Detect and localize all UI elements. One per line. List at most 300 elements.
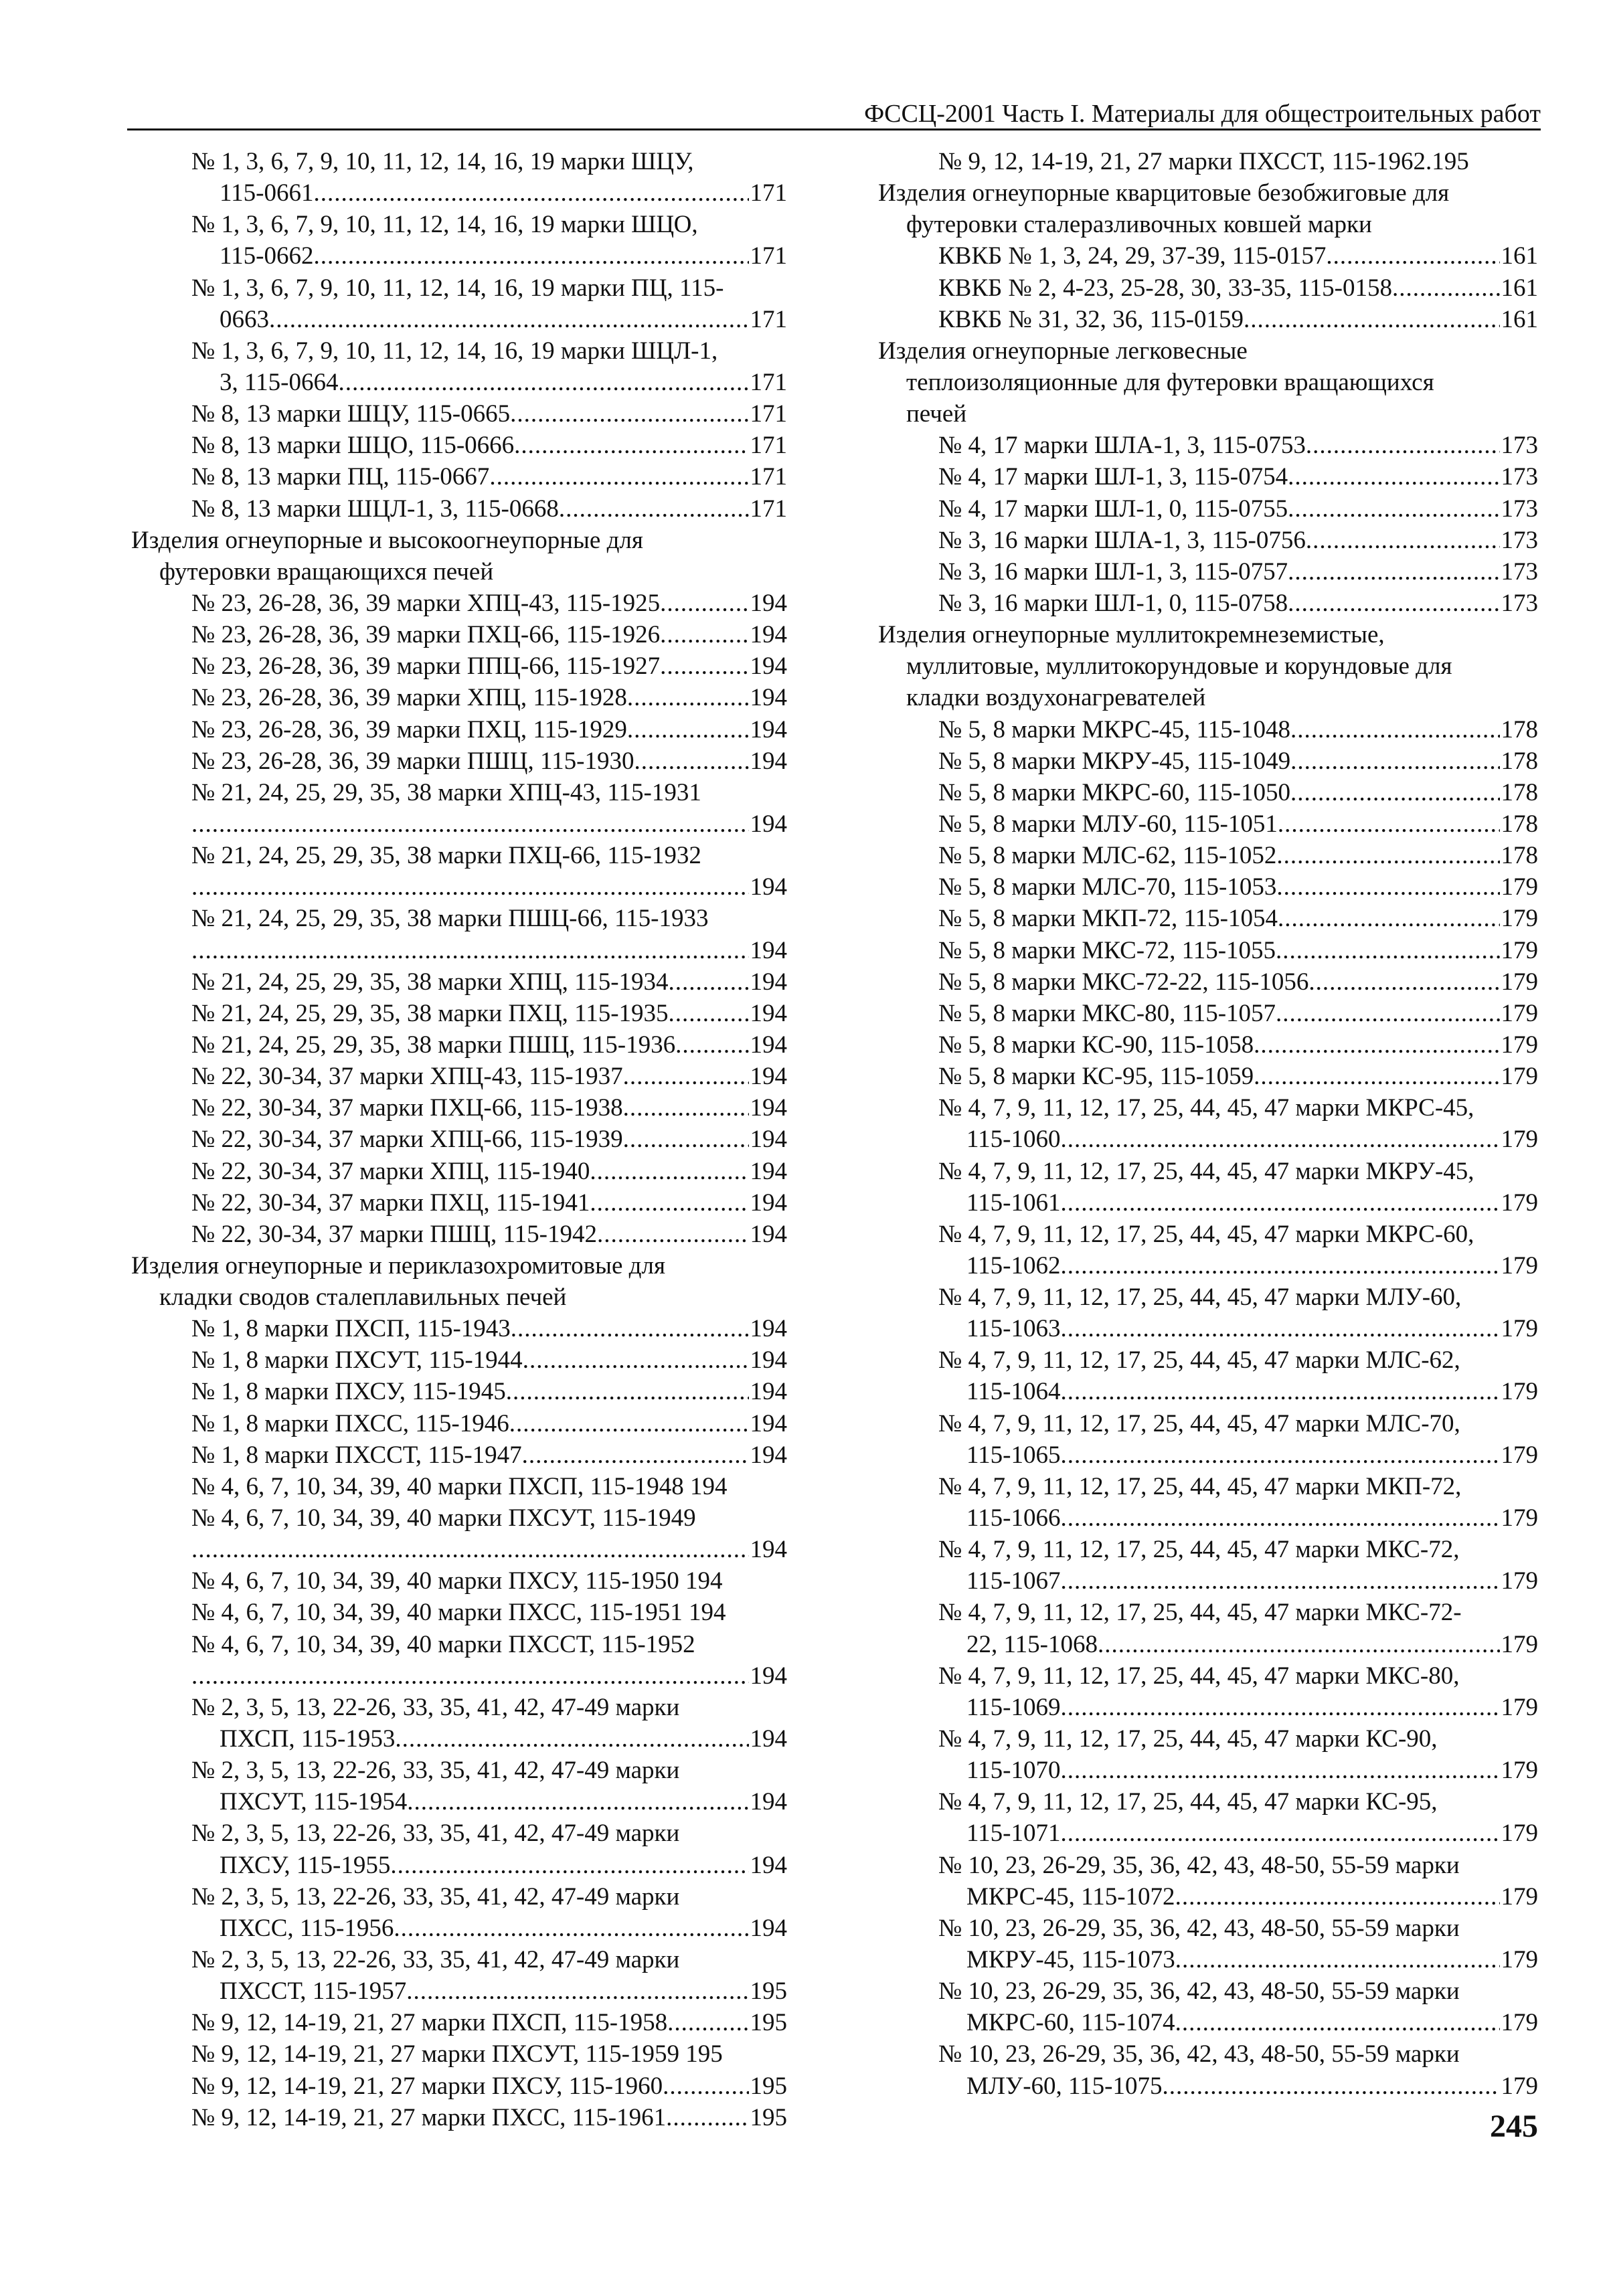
entry-page: 179 <box>1501 1820 1538 1848</box>
entry-text: 22, 115-1068 <box>966 1630 1098 1658</box>
entry-text: № 23, 26-28, 36, 39 марки ПХЦ-66, 115-1926 <box>191 621 661 649</box>
index-entry: № 9, 12, 14-19, 21, 27 марки ПХССТ, 115-1962.195 <box>938 148 1469 175</box>
index-entry <box>878 1818 1538 1849</box>
index-entry <box>131 1187 787 1219</box>
entry-text: № 23, 26-28, 36, 39 марки ХПЦ, 115-1928 <box>191 684 627 712</box>
index-entry: № 4, 7, 9, 11, 12, 17, 25, 44, 45, 47 марки МЛС-62, <box>938 1346 1460 1375</box>
index-entry: № 1, 3, 6, 7, 9, 10, 11, 12, 14, 16, 19 марки ШЦУ, <box>191 148 694 175</box>
entry-text: 115-1069 <box>966 1693 1061 1721</box>
leader-dots <box>1276 935 1499 966</box>
entry-text: № 1, 8 марки ПХСУ, 115-1945 <box>191 1378 506 1406</box>
leader-dots <box>627 714 749 745</box>
entry-text: КВКБ № 1, 3, 24, 29, 37-39, 115-0157 <box>938 242 1327 270</box>
index-entry <box>878 1187 1538 1219</box>
leader-dots <box>1060 1502 1499 1534</box>
index-entry: № 4, 7, 9, 11, 12, 17, 25, 44, 45, 47 марки МКС-72- <box>938 1599 1462 1627</box>
index-entry <box>878 966 1538 998</box>
entry-text: 115-1060 <box>966 1126 1061 1154</box>
index-entry: № 4, 6, 7, 10, 34, 39, 40 марки ПХСУТ, 115-1949 <box>191 1504 696 1532</box>
index-entry: № 4, 7, 9, 11, 12, 17, 25, 44, 45, 47 марки КС-90, <box>938 1725 1438 1753</box>
leader-dots <box>1308 966 1499 998</box>
leader-dots <box>407 1786 748 1818</box>
entry-page: 171 <box>750 463 787 491</box>
index-column-left <box>131 146 787 2133</box>
entry-text: № 5, 8 марки МЛУ-60, 115-1051 <box>938 810 1278 838</box>
index-entry <box>131 1975 787 2007</box>
entry-text: 0663 <box>220 305 269 333</box>
entry-text: № 9, 12, 14-19, 21, 27 марки ПХСС, 115-1961 <box>191 2103 667 2131</box>
entry-page: 178 <box>1501 842 1538 870</box>
index-entry: № 21, 24, 25, 29, 35, 38 марки ПХЦ-66, 115-1932 <box>191 842 701 870</box>
entry-text: № 1, 8 марки ПХСП, 115-1943 <box>191 1315 511 1343</box>
index-entry <box>131 2070 787 2102</box>
leader-dots <box>511 1313 749 1344</box>
entry-text: 115-1062 <box>966 1251 1061 1279</box>
entry-text: № 22, 30-34, 37 марки ПХЦ, 115-1941 <box>191 1188 590 1217</box>
entry-page: 173 <box>1501 557 1538 586</box>
entry-text: № 5, 8 марки МКРУ-45, 115-1049 <box>938 747 1291 775</box>
page-number: 245 <box>1490 2109 1538 2144</box>
leader-dots <box>191 935 749 966</box>
entry-text: 3, 115-0664 <box>220 368 339 396</box>
leader-dots <box>1162 2070 1499 2102</box>
index-entry: № 4, 6, 7, 10, 34, 39, 40 марки ПХСС, 115-1951 194 <box>191 1599 726 1627</box>
index-entry: № 4, 7, 9, 11, 12, 17, 25, 44, 45, 47 марки МКС-72, <box>938 1536 1460 1564</box>
entry-text: № 23, 26-28, 36, 39 марки ПШЦ, 115-1930 <box>191 747 634 775</box>
entry-page: 194 <box>750 968 787 996</box>
index-entry <box>131 367 787 398</box>
index-entry <box>131 1156 787 1187</box>
entry-text: № 4, 17 марки ШЛ-1, 0, 115-0755 <box>938 495 1288 523</box>
leader-dots <box>390 1850 748 1881</box>
index-entry <box>878 525 1538 556</box>
leader-dots <box>1278 903 1500 934</box>
leader-dots <box>597 1219 749 1250</box>
entry-page: 179 <box>1501 1126 1538 1154</box>
leader-dots <box>1060 1565 1499 1597</box>
entry-page: 194 <box>750 1063 787 1091</box>
leader-dots <box>1290 745 1499 777</box>
entry-text: № 9, 12, 14-19, 21, 27 марки ПХСУ, 115-1960 <box>191 2072 663 2100</box>
entry-text: № 5, 8 марки МЛС-70, 115-1053 <box>938 873 1277 901</box>
index-entry: № 1, 3, 6, 7, 9, 10, 11, 12, 14, 16, 19 марки ШЦЛ-1, <box>191 337 718 365</box>
entry-page: 194 <box>750 1315 787 1343</box>
entry-page: 179 <box>1501 1378 1538 1406</box>
leader-dots <box>1306 525 1500 556</box>
leader-dots <box>395 1723 748 1755</box>
leader-dots <box>1098 1629 1500 1660</box>
leader-dots <box>627 682 749 713</box>
index-entry <box>131 1723 787 1755</box>
index-entry: № 1, 3, 6, 7, 9, 10, 11, 12, 14, 16, 19 марки ПЦ, 115- <box>191 274 724 302</box>
entry-text: КВКБ № 31, 32, 36, 115-0159 <box>938 305 1244 333</box>
entry-page: 179 <box>1501 1567 1538 1595</box>
index-entry <box>131 808 787 840</box>
entry-text: ПХСП, 115-1953 <box>220 1725 396 1753</box>
entry-text: 115-1070 <box>966 1757 1061 1785</box>
leader-dots <box>191 1534 749 1565</box>
entry-page: 194 <box>750 1725 787 1753</box>
leader-dots <box>675 1029 748 1061</box>
entry-text: № 9, 12, 14-19, 21, 27 марки ПХСП, 115-1958 <box>191 2009 668 2037</box>
entry-page: 194 <box>750 1188 787 1217</box>
leader-dots <box>669 998 749 1029</box>
index-entry <box>878 935 1538 966</box>
leader-dots <box>660 619 748 650</box>
index-entry <box>878 272 1538 304</box>
leader-dots <box>667 2007 748 2038</box>
entry-page: 171 <box>750 305 787 333</box>
leader-dots <box>269 304 749 335</box>
entry-text: № 4, 17 марки ШЛ-1, 3, 115-0754 <box>938 463 1288 491</box>
index-entry <box>878 1376 1538 1407</box>
index-entry <box>131 1061 787 1092</box>
entry-text: № 5, 8 марки МКС-72-22, 115-1056 <box>938 968 1309 996</box>
leader-dots <box>1060 1755 1499 1786</box>
entry-text: 115-1071 <box>966 1820 1061 1848</box>
entry-page: 195 <box>750 2009 787 2037</box>
entry-page: 171 <box>750 242 787 270</box>
leader-dots <box>1276 840 1499 871</box>
entry-page: 179 <box>1501 1630 1538 1658</box>
leader-dots <box>1060 1313 1499 1344</box>
index-entry <box>878 1124 1538 1155</box>
entry-page: 171 <box>750 179 787 207</box>
entry-text: № 5, 8 марки МКРС-60, 115-1050 <box>938 778 1290 806</box>
leader-dots <box>1326 240 1499 272</box>
entry-text: № 23, 26-28, 36, 39 марки ППЦ-66, 115-1927 <box>191 652 661 681</box>
leader-dots <box>1060 1124 1499 1155</box>
index-entry: № 4, 6, 7, 10, 34, 39, 40 марки ПХСП, 115-1948 194 <box>191 1472 728 1500</box>
leader-dots <box>1278 808 1500 840</box>
entry-text: № 21, 24, 25, 29, 35, 38 марки ПХЦ, 115-1935 <box>191 999 669 1027</box>
entry-text: МКРС-45, 115-1072 <box>966 1882 1175 1911</box>
leader-dots <box>1276 871 1499 903</box>
entry-page: 179 <box>1501 1063 1538 1091</box>
index-entry <box>131 1313 787 1344</box>
entry-text: № 22, 30-34, 37 марки ПШЦ, 115-1942 <box>191 1220 597 1248</box>
leader-dots <box>1254 1029 1499 1061</box>
index-entry <box>131 935 787 966</box>
entry-text: 115-1063 <box>966 1315 1061 1343</box>
leader-dots <box>1290 777 1500 808</box>
leader-dots <box>523 1344 749 1376</box>
entry-page: 161 <box>1501 242 1538 270</box>
entry-page: 173 <box>1501 495 1538 523</box>
leader-dots <box>666 2102 748 2133</box>
entry-page: 173 <box>1501 526 1538 554</box>
index-entry <box>878 903 1538 934</box>
leader-dots <box>313 240 748 272</box>
entry-page: 179 <box>1501 968 1538 996</box>
entry-text: МЛУ-60, 115-1075 <box>966 2072 1163 2100</box>
entry-text: № 5, 8 марки МКС-80, 115-1057 <box>938 999 1276 1027</box>
entry-page: 173 <box>1501 432 1538 460</box>
index-entry: № 21, 24, 25, 29, 35, 38 марки ХПЦ-43, 115-1931 <box>191 778 701 806</box>
index-entry <box>131 871 787 903</box>
leader-dots <box>1175 1881 1500 1913</box>
index-entry: № 10, 23, 26-29, 35, 36, 42, 43, 48-50, 55-59 марки <box>938 1914 1460 1942</box>
entry-page: 195 <box>750 2072 787 2100</box>
entry-text: № 21, 24, 25, 29, 35, 38 марки ПШЦ, 115-1936 <box>191 1031 676 1059</box>
index-entry <box>878 588 1538 619</box>
index-entry <box>131 2007 787 2038</box>
leader-dots <box>623 1092 749 1124</box>
index-heading-line: кладки воздухонагревателей <box>906 684 1206 712</box>
index-entry <box>131 619 787 650</box>
leader-dots <box>590 1156 748 1187</box>
entry-text: ПХССТ, 115-1957 <box>220 1977 407 2006</box>
entry-text: 115-0662 <box>220 242 314 270</box>
index-column-right <box>878 146 1538 2102</box>
index-entry <box>878 1881 1538 1913</box>
index-entry <box>131 1408 787 1439</box>
index-heading-line: Изделия огнеупорные и периклазохромитовые для <box>131 1251 665 1279</box>
entry-text: № 5, 8 марки МКС-72, 115-1055 <box>938 936 1276 964</box>
index-entry <box>131 745 787 777</box>
entry-page: 178 <box>1501 778 1538 806</box>
entry-text: № 21, 24, 25, 29, 35, 38 марки ХПЦ, 115-1934 <box>191 968 669 996</box>
index-entry <box>131 1029 787 1061</box>
index-entry <box>878 1029 1538 1061</box>
entry-text: № 5, 8 марки КС-95, 115-1059 <box>938 1063 1254 1091</box>
index-entry: № 4, 7, 9, 11, 12, 17, 25, 44, 45, 47 марки МЛУ-60, <box>938 1284 1462 1312</box>
leader-dots <box>660 588 748 619</box>
index-heading-line: муллитовые, муллитокорундовые и корундовые для <box>906 652 1452 681</box>
entry-page: 179 <box>1501 873 1538 901</box>
index-entry: № 2, 3, 5, 13, 22-26, 33, 35, 41, 42, 47-49 марки <box>191 1820 680 1848</box>
entry-page: 195 <box>750 2103 787 2131</box>
entry-page: 161 <box>1501 274 1538 302</box>
leader-dots <box>669 966 749 998</box>
index-entry <box>878 430 1538 461</box>
leader-dots <box>522 1439 749 1471</box>
entry-page: 194 <box>750 1094 787 1122</box>
index-entry <box>131 1913 787 1944</box>
entry-text: 115-1064 <box>966 1378 1061 1406</box>
entry-text: № 5, 8 марки КС-90, 115-1058 <box>938 1031 1254 1059</box>
leader-dots <box>1392 272 1500 304</box>
entry-text: № 8, 13 марки ШЦО, 115-0666 <box>191 432 515 460</box>
entry-text: № 1, 8 марки ПХСС, 115-1946 <box>191 1409 509 1437</box>
entry-page: 179 <box>1501 1188 1538 1217</box>
index-heading-line: футеровки вращающихся печей <box>159 557 494 586</box>
index-entry <box>878 240 1538 272</box>
leader-dots <box>1060 1187 1499 1219</box>
entry-page: 179 <box>1501 1031 1538 1059</box>
index-entry <box>878 493 1538 525</box>
entry-page: 171 <box>750 432 787 460</box>
index-entry <box>878 1944 1538 1975</box>
entry-page: 194 <box>750 652 787 681</box>
entry-page: 171 <box>750 400 787 428</box>
entry-text: № 23, 26-28, 36, 39 марки ПХЦ, 115-1929 <box>191 715 627 743</box>
entry-page: 194 <box>750 1914 787 1942</box>
index-entry <box>131 1786 787 1818</box>
index-entry: № 4, 7, 9, 11, 12, 17, 25, 44, 45, 47 марки МКРУ-45, <box>938 1157 1474 1185</box>
index-heading-line: футеровки сталеразливочных ковшей марки <box>906 211 1372 239</box>
index-entry <box>131 1534 787 1565</box>
index-entry <box>131 998 787 1029</box>
entry-text: № 23, 26-28, 36, 39 марки ХПЦ-43, 115-1925 <box>191 589 661 617</box>
leader-dots <box>506 1376 749 1407</box>
entry-page: 194 <box>750 1157 787 1185</box>
entry-page: 194 <box>750 1441 787 1469</box>
index-heading-line: Изделия огнеупорные легковесные <box>878 337 1248 365</box>
entry-text: № 5, 8 марки МКП-72, 115-1054 <box>938 905 1278 933</box>
index-entry <box>878 714 1538 745</box>
index-entry: № 9, 12, 14-19, 21, 27 марки ПХСУТ, 115-1959 195 <box>191 2040 723 2068</box>
index-entry <box>131 650 787 682</box>
index-entry <box>878 2007 1538 2038</box>
leader-dots <box>191 808 749 840</box>
entry-page: 171 <box>750 368 787 396</box>
leader-dots <box>1060 1818 1499 1849</box>
entry-text: № 3, 16 марки ШЛА-1, 3, 115-0756 <box>938 526 1306 554</box>
entry-page: 179 <box>1501 999 1538 1027</box>
entry-text: 115-1067 <box>966 1567 1061 1595</box>
leader-dots <box>623 1061 749 1092</box>
entry-text: 115-1066 <box>966 1504 1061 1532</box>
index-entry <box>878 1502 1538 1534</box>
leader-dots <box>406 1975 748 2007</box>
index-entry <box>878 1565 1538 1597</box>
entry-page: 179 <box>1501 1251 1538 1279</box>
index-entry: № 4, 7, 9, 11, 12, 17, 25, 44, 45, 47 марки МКРС-60, <box>938 1220 1474 1248</box>
index-entry <box>131 493 787 525</box>
leader-dots <box>634 745 748 777</box>
index-entry: № 4, 7, 9, 11, 12, 17, 25, 44, 45, 47 марки МКРС-45, <box>938 1094 1474 1122</box>
entry-text: № 22, 30-34, 37 марки ХПЦ, 115-1940 <box>191 1157 590 1185</box>
entry-text: № 8, 13 марки ПЦ, 115-0667 <box>191 463 490 491</box>
index-entry <box>131 1124 787 1155</box>
entry-text: ПХСУ, 115-1955 <box>220 1851 391 1879</box>
index-entry <box>878 1692 1538 1723</box>
leader-dots <box>514 430 748 461</box>
leader-dots <box>1288 493 1499 525</box>
index-entry <box>131 714 787 745</box>
leader-dots <box>1306 430 1500 461</box>
entry-page: 194 <box>750 1662 787 1690</box>
index-entry <box>878 1061 1538 1092</box>
index-entry <box>131 398 787 430</box>
entry-page: 194 <box>750 1851 787 1879</box>
entry-page: 173 <box>1501 463 1538 491</box>
index-entry <box>878 1439 1538 1471</box>
entry-text: № 22, 30-34, 37 марки ХПЦ-66, 115-1939 <box>191 1126 623 1154</box>
index-entry <box>878 777 1538 808</box>
index-entry <box>878 998 1538 1029</box>
index-entry <box>131 461 787 493</box>
entry-text: № 8, 13 марки ШЦЛ-1, 3, 115-0668 <box>191 495 559 523</box>
entry-text: 115-0661 <box>220 179 314 207</box>
leader-dots <box>1276 998 1499 1029</box>
index-heading-line: печей <box>906 400 967 428</box>
index-entry <box>131 1439 787 1471</box>
index-entry <box>878 1250 1538 1282</box>
entry-text: № 22, 30-34, 37 марки ХПЦ-43, 115-1937 <box>191 1063 623 1091</box>
entry-page: 195 <box>750 1977 787 2006</box>
index-entry: № 1, 3, 6, 7, 9, 10, 11, 12, 14, 16, 19 марки ШЦО, <box>191 211 698 239</box>
index-entry: № 2, 3, 5, 13, 22-26, 33, 35, 41, 42, 47-49 марки <box>191 1757 680 1785</box>
entry-text: ПХСУТ, 115-1954 <box>220 1788 408 1816</box>
index-entry: № 2, 3, 5, 13, 22-26, 33, 35, 41, 42, 47-49 марки <box>191 1693 680 1721</box>
entry-page: 194 <box>750 1220 787 1248</box>
entry-page: 179 <box>1501 2009 1538 2037</box>
entry-text: № 3, 16 марки ШЛ-1, 3, 115-0757 <box>938 557 1288 586</box>
leader-dots <box>1175 2007 1500 2038</box>
leader-dots <box>590 1187 748 1219</box>
index-entry: № 2, 3, 5, 13, 22-26, 33, 35, 41, 42, 47-49 марки <box>191 1882 680 1911</box>
leader-dots <box>1060 1250 1499 1282</box>
entry-text: № 1, 8 марки ПХСУТ, 115-1944 <box>191 1346 523 1375</box>
index-entry <box>131 966 787 998</box>
entry-page: 194 <box>750 1031 787 1059</box>
entry-page: 194 <box>750 1536 787 1564</box>
entry-page: 179 <box>1501 905 1538 933</box>
entry-page: 194 <box>750 589 787 617</box>
index-entry <box>131 588 787 619</box>
leader-dots <box>1288 588 1499 619</box>
entry-page: 179 <box>1501 1693 1538 1721</box>
index-entry <box>878 808 1538 840</box>
entry-page: 179 <box>1501 1882 1538 1911</box>
index-heading-line: Изделия огнеупорные кварцитовые безобжиговые для <box>878 179 1450 207</box>
index-entry: № 4, 6, 7, 10, 34, 39, 40 марки ПХССТ, 115-1952 <box>191 1630 695 1658</box>
leader-dots <box>1060 1692 1499 1723</box>
index-entry <box>131 430 787 461</box>
index-entry <box>131 304 787 335</box>
index-entry: № 10, 23, 26-29, 35, 36, 42, 43, 48-50, 55-59 марки <box>938 1851 1460 1879</box>
index-entry: № 4, 7, 9, 11, 12, 17, 25, 44, 45, 47 марки МЛС-70, <box>938 1409 1460 1437</box>
entry-page: 194 <box>750 1378 787 1406</box>
entry-text: № 22, 30-34, 37 марки ПХЦ-66, 115-1938 <box>191 1094 623 1122</box>
entry-page: 194 <box>750 810 787 838</box>
index-entry <box>131 1660 787 1692</box>
entry-page: 194 <box>750 1346 787 1375</box>
leader-dots <box>510 398 748 430</box>
index-heading-line: кладки сводов сталеплавильных печей <box>159 1284 567 1312</box>
entry-page: 194 <box>750 715 787 743</box>
entry-page: 179 <box>1501 936 1538 964</box>
leader-dots <box>660 650 748 682</box>
index-entry <box>131 1344 787 1376</box>
entry-page: 179 <box>1501 2072 1538 2100</box>
index-entry: № 4, 6, 7, 10, 34, 39, 40 марки ПХСУ, 115-1950 194 <box>191 1567 723 1595</box>
index-entry <box>878 556 1538 588</box>
entry-page: 178 <box>1501 715 1538 743</box>
entry-page: 194 <box>750 999 787 1027</box>
leader-dots <box>338 367 748 398</box>
leader-dots <box>559 493 749 525</box>
entry-text: № 1, 8 марки ПХССТ, 115-1947 <box>191 1441 522 1469</box>
index-entry <box>131 1850 787 1881</box>
entry-text: МКРУ-45, 115-1073 <box>966 1946 1175 1974</box>
index-entry <box>878 871 1538 903</box>
entry-page: 194 <box>750 684 787 712</box>
index-entry <box>878 461 1538 493</box>
leader-dots <box>489 461 748 493</box>
entry-page: 179 <box>1501 1441 1538 1469</box>
entry-text: № 5, 8 марки МКРС-45, 115-1048 <box>938 715 1290 743</box>
index-entry <box>878 1629 1538 1660</box>
index-heading-line: Изделия огнеупорные и высокоогнеупорные для <box>131 526 643 554</box>
index-entry <box>878 304 1538 335</box>
leader-dots <box>509 1408 749 1439</box>
index-entry <box>131 177 787 209</box>
leader-dots <box>623 1124 749 1155</box>
index-entry: № 2, 3, 5, 13, 22-26, 33, 35, 41, 42, 47-49 марки <box>191 1946 680 1974</box>
